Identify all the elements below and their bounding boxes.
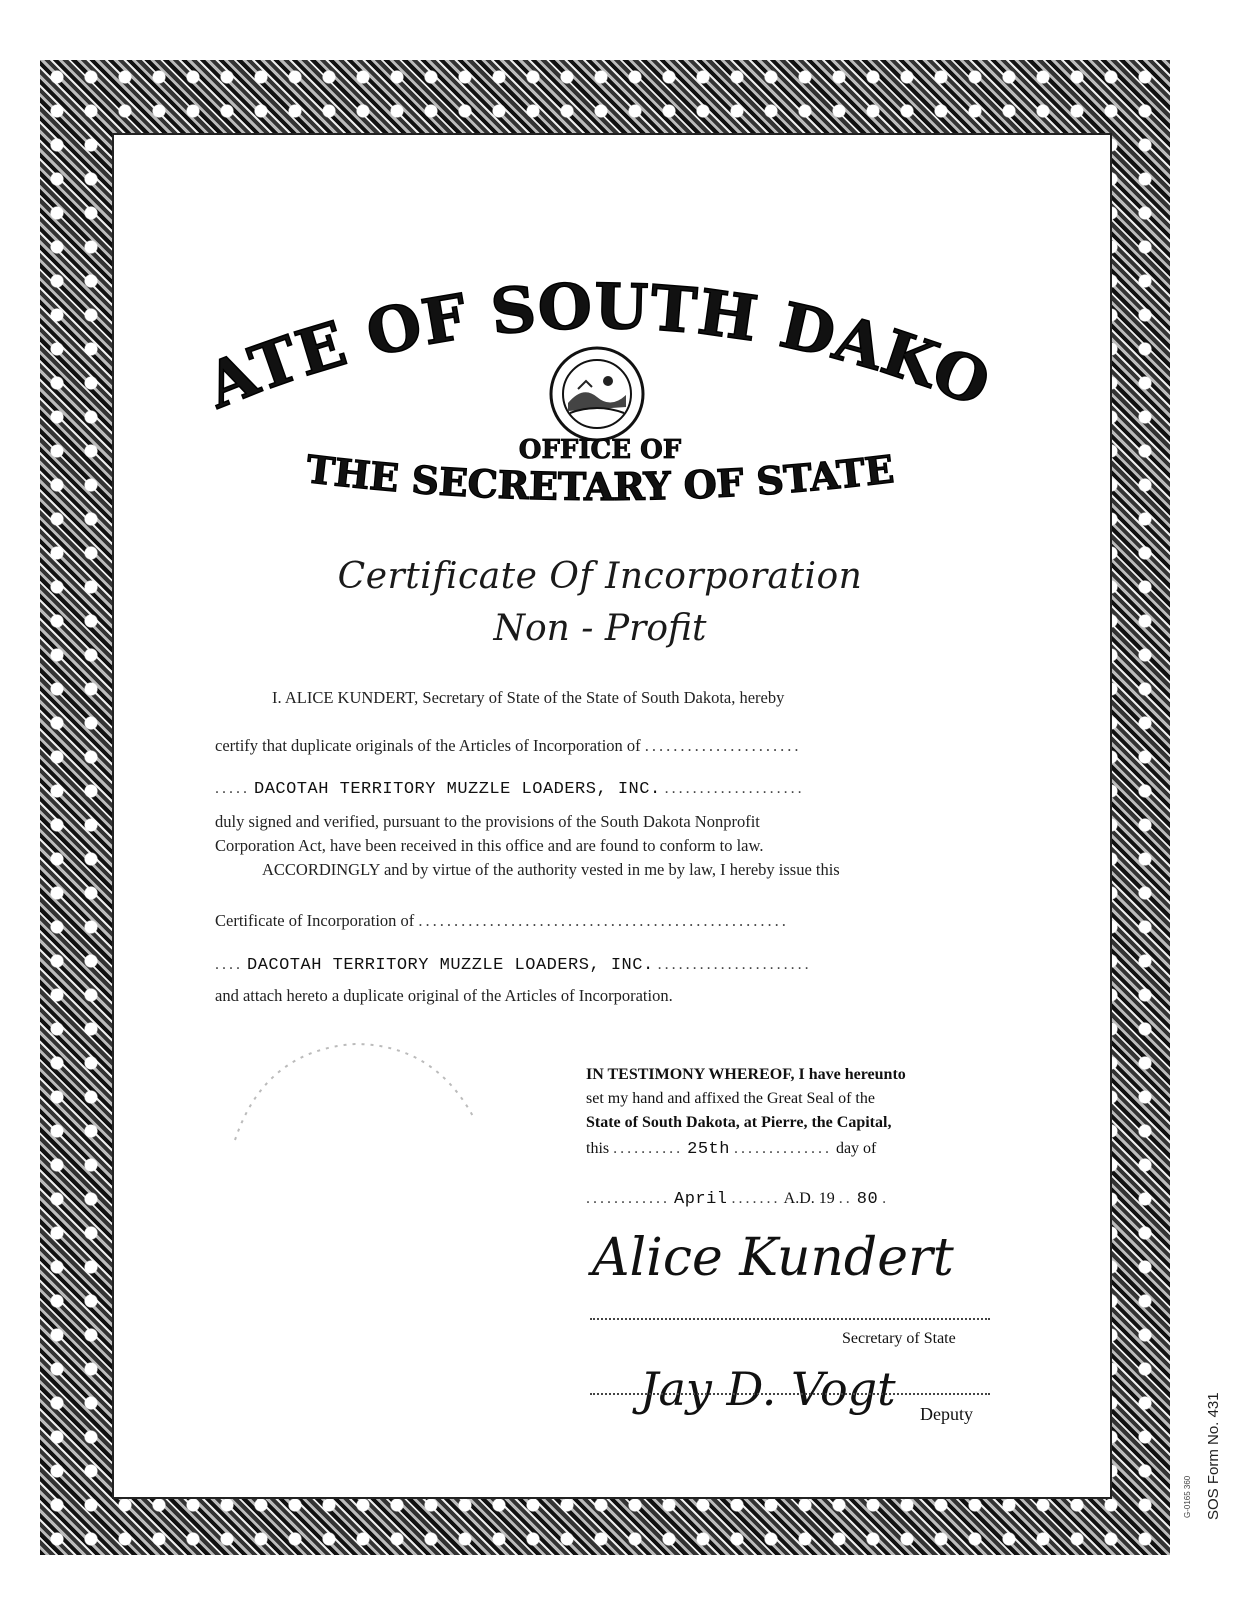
body-line-1: I. ALICE KUNDERT, Secretary of State of the State of South Dakota, hereby [272, 688, 785, 707]
form-number: SOS Form No. 431 [1205, 1392, 1222, 1520]
corp-name-row-2 [215, 956, 812, 975]
fill-dots: ...................... [657, 956, 812, 973]
seal-icon [548, 345, 646, 443]
corp-name-row-1 [215, 780, 805, 799]
office-title-graphic [290, 430, 910, 530]
corp-name-1: DACOTAH TERRITORY MUZZLE LOADERS, INC. [254, 780, 661, 799]
deputy-signature-line [590, 1393, 990, 1395]
fill-dots: ..... [215, 780, 250, 797]
fill-dots: .................... [664, 780, 805, 797]
testimony-line-1: IN TESTIMONY WHEREOF, I have hereunto [586, 1066, 906, 1083]
certificate-title: Certificate Of Incorporation [337, 556, 863, 597]
fill-dots: .......... [613, 1140, 684, 1157]
testimony-day-row [586, 1140, 876, 1159]
body-line-2-text: certify that duplicate originals of the Articles of Incorporation of [215, 736, 641, 755]
certificate-subtitle: Non - Profit [493, 608, 707, 649]
testimony-month-row [586, 1190, 889, 1209]
form-code: G-0165 360 [1183, 1475, 1192, 1518]
embossed-seal-impression [225, 1030, 485, 1150]
day-label: day of [835, 1140, 877, 1157]
secretary-signature-line [590, 1318, 990, 1320]
office-line2: THE SECRETARY OF STATE [303, 446, 897, 510]
office-line1: OFFICE OF [518, 435, 682, 465]
body-line-6-text: Certificate of Incorporation of [215, 911, 415, 930]
fill-dots: . [882, 1190, 890, 1207]
fill-dots: ...................... [644, 736, 802, 755]
fill-dots: .. [838, 1190, 853, 1207]
body-line-6 [215, 911, 789, 931]
office-title [290, 430, 910, 530]
fill-dots: ............ [586, 1190, 670, 1207]
fill-dots: ....... [731, 1190, 781, 1207]
day-value: 25th [687, 1140, 730, 1159]
body-line-3: duly signed and verified, pursuant to the provisions of the South Dakota Nonprofit [215, 812, 760, 831]
body-line-4: Corporation Act, have been received in this office and are found to conform to law. [215, 836, 764, 855]
fill-dots: .... [215, 956, 243, 973]
corp-name-2: DACOTAH TERRITORY MUZZLE LOADERS, INC. [247, 956, 654, 975]
fill-dots: .............. [733, 1140, 832, 1157]
body-line-2 [215, 736, 802, 756]
deputy-signature: Jay D. Vogt [640, 1362, 896, 1416]
this-label: this [586, 1140, 610, 1157]
fill-dots: .................................................... [418, 911, 789, 930]
year-value: 80 [856, 1190, 879, 1209]
testimony-line-3: State of South Dakota, at Pierre, the Capital, [586, 1114, 892, 1131]
secretary-signature: Alice Kundert [592, 1228, 954, 1288]
state-seal [548, 345, 646, 443]
state-title-text: ATE OF SOUTH DAKO [200, 278, 1000, 423]
deputy-title: Deputy [920, 1404, 973, 1424]
body-line-7: and attach hereto a duplicate original of the Articles of Incorporation. [215, 986, 673, 1005]
testimony-line-2: set my hand and affixed the Great Seal of the [586, 1090, 875, 1107]
body-line-5: ACCORDINGLY and by virtue of the authority vested in me by law, I hereby issue this [262, 860, 840, 879]
ad-label: A.D. 19 [783, 1190, 835, 1207]
secretary-title: Secretary of State [842, 1330, 956, 1347]
month-value: April [674, 1190, 728, 1209]
embossed-seal-icon [225, 1030, 485, 1150]
